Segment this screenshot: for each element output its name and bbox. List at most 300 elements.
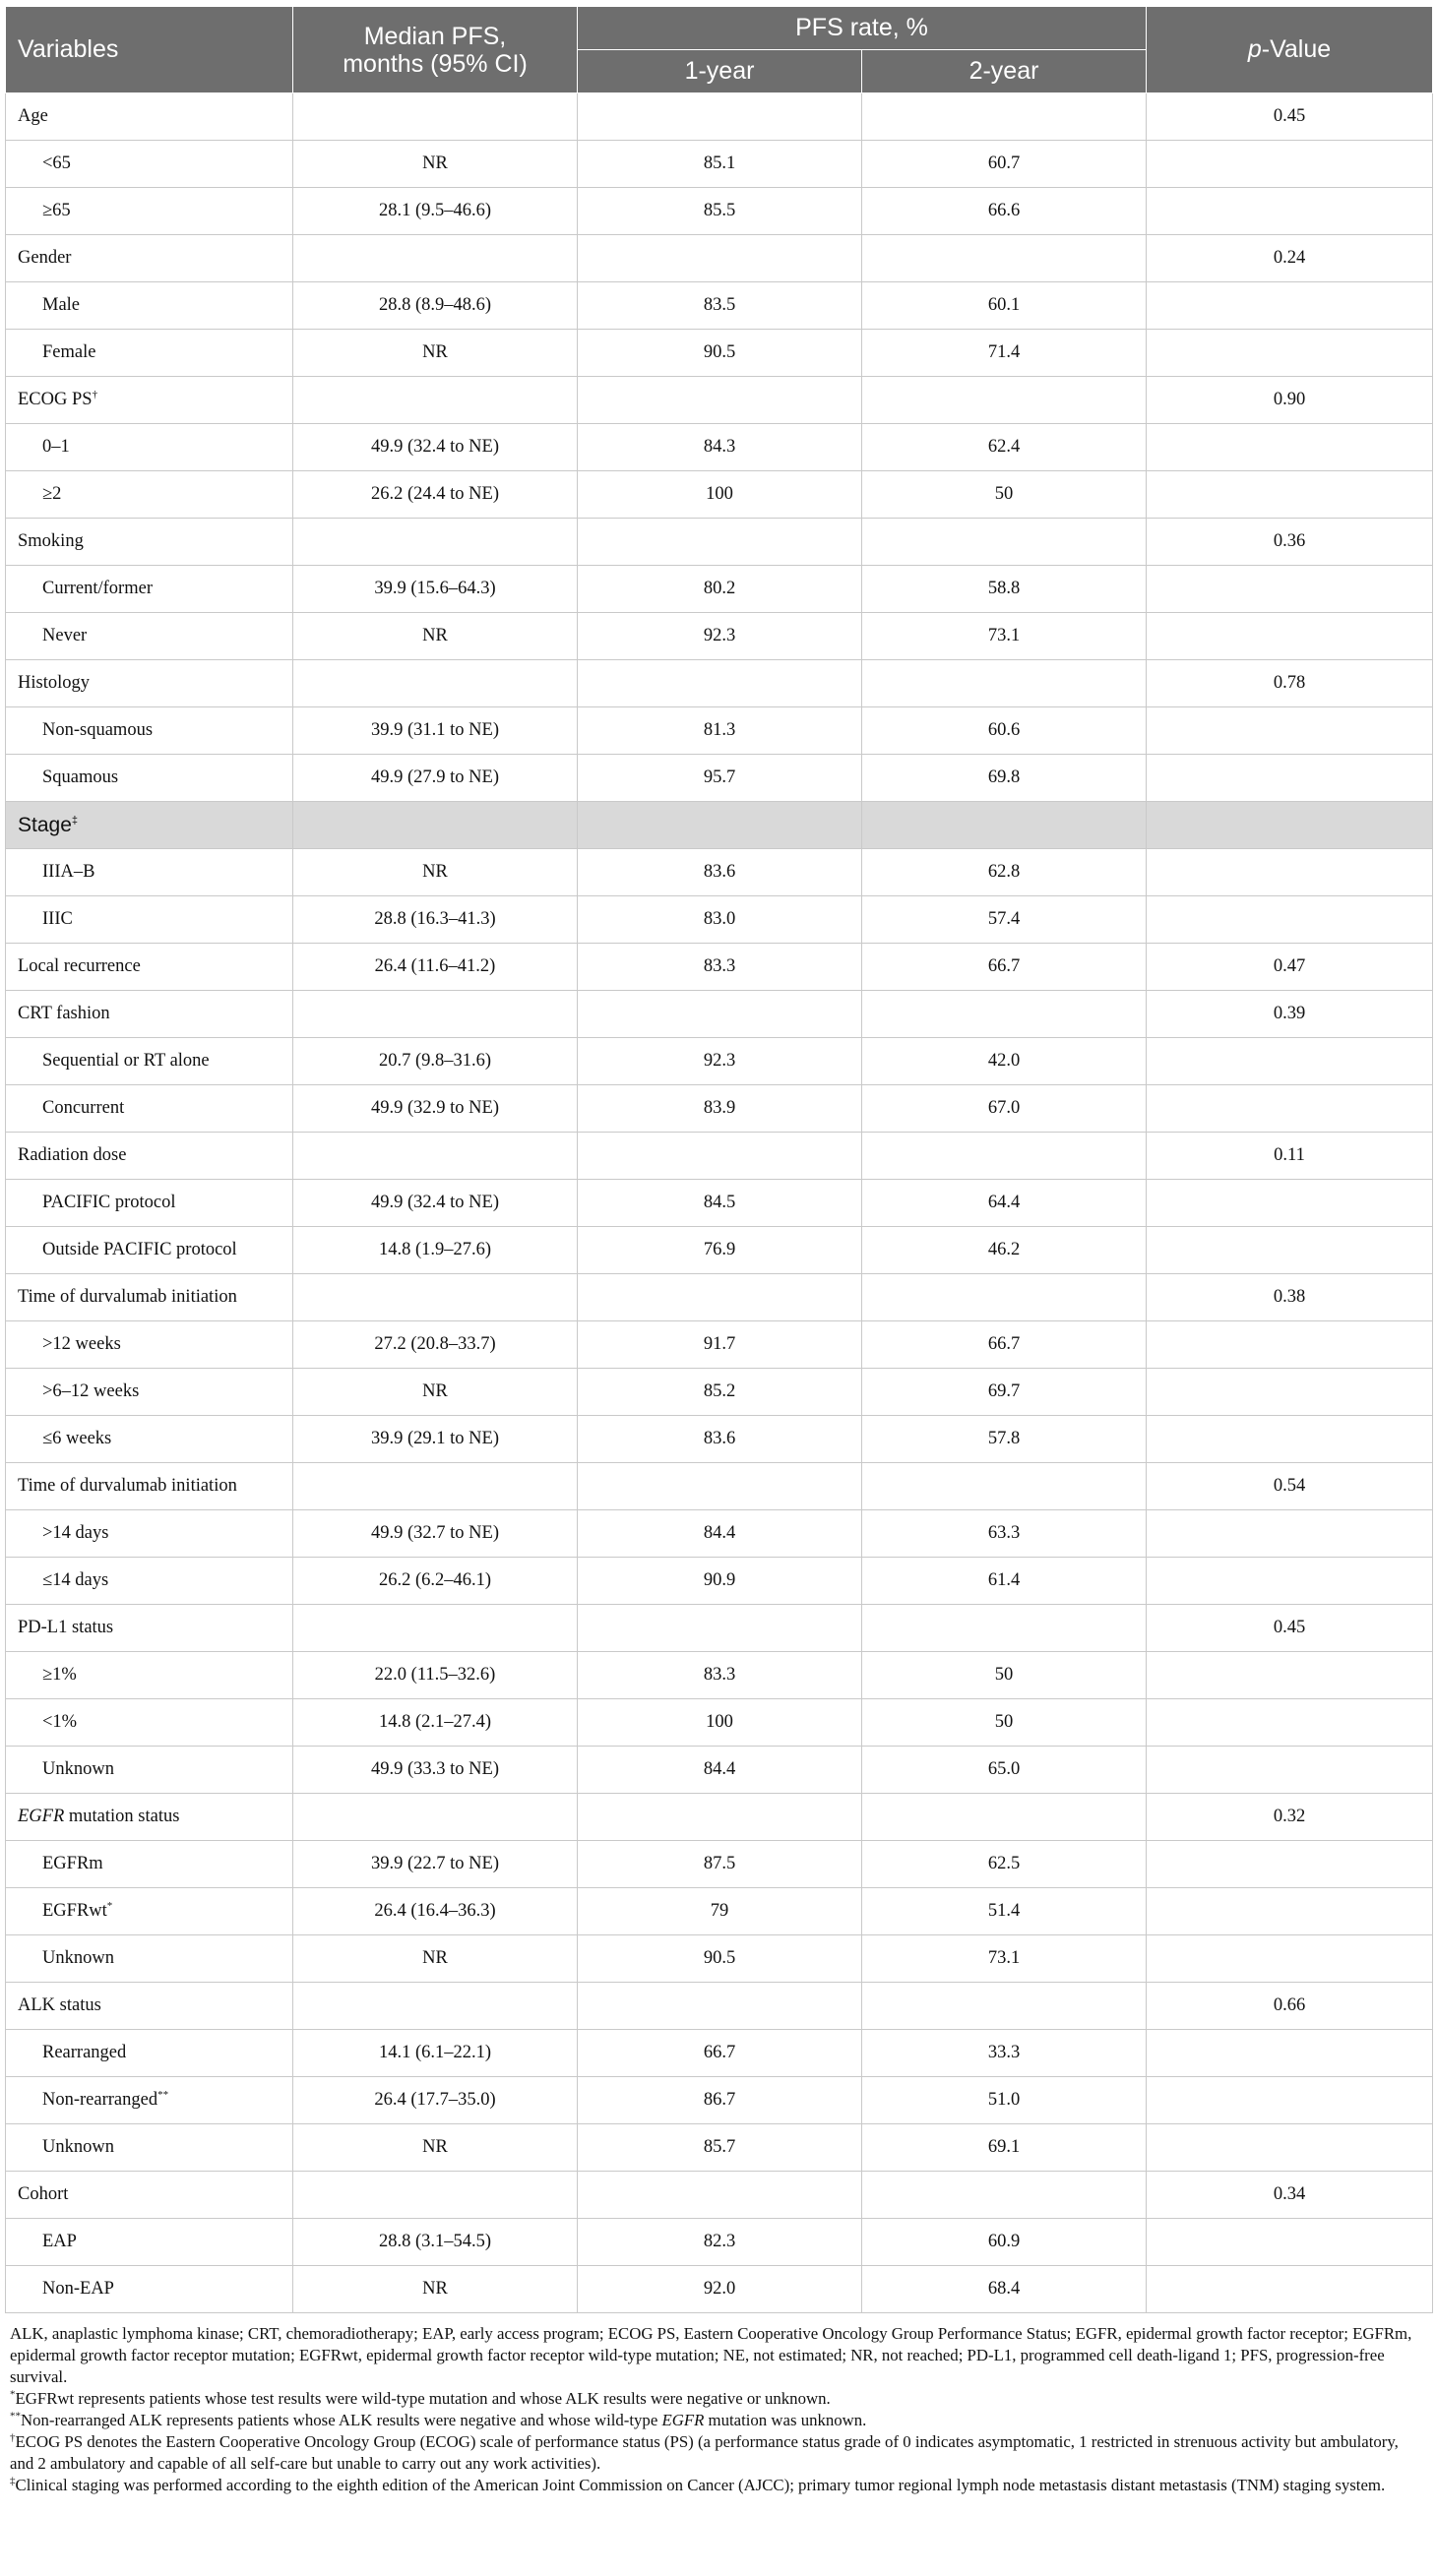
table-row (6, 1747, 1433, 1794)
median-pfs-cell: 27.2 (20.8–33.7) (293, 1321, 578, 1369)
row-label (6, 849, 293, 896)
row-label-text: ≥2 (42, 484, 62, 504)
p-value-cell: 0.39 (1147, 991, 1433, 1038)
row-label-text: >6–12 weeks (42, 1381, 140, 1401)
row-label (6, 93, 293, 141)
pfs-2-year-cell (862, 1463, 1147, 1510)
pfs-table (5, 6, 1433, 2313)
pfs-2-year-cell: 57.4 (862, 896, 1147, 944)
row-label-text: Stage (18, 813, 72, 836)
row-label-text: <1% (42, 1712, 78, 1732)
table-footnotes (5, 2323, 1432, 2496)
p-value-cell: 0.32 (1147, 1794, 1433, 1841)
table-row (6, 282, 1433, 330)
p-value-cell (1147, 1085, 1433, 1133)
pfs-1-year-cell: 92.0 (578, 2266, 862, 2313)
pfs-2-year-cell (862, 1794, 1147, 1841)
table-container (5, 6, 1432, 2496)
median-pfs-cell: 49.9 (27.9 to NE) (293, 755, 578, 802)
median-pfs-cell: NR (293, 1369, 578, 1416)
table-row (6, 1510, 1433, 1558)
table-row (6, 1841, 1433, 1888)
row-label-text: Radiation dose (18, 1145, 127, 1165)
median-pfs-cell: 26.2 (24.4 to NE) (293, 471, 578, 519)
header-pfs-rate: PFS rate, % (578, 7, 1147, 50)
pfs-2-year-cell: 73.1 (862, 1935, 1147, 1983)
median-pfs-cell: 49.9 (32.4 to NE) (293, 424, 578, 471)
median-pfs-cell: 22.0 (11.5–32.6) (293, 1652, 578, 1699)
median-pfs-cell (293, 1274, 578, 1321)
header-p-value (1147, 7, 1433, 93)
row-label (6, 1321, 293, 1369)
row-label-text: 0–1 (42, 437, 70, 457)
row-label (6, 1983, 293, 2030)
table-row (6, 2077, 1433, 2124)
row-label-text: Never (42, 626, 88, 645)
p-value-cell: 0.11 (1147, 1133, 1433, 1180)
pfs-1-year-cell: 92.3 (578, 1038, 862, 1085)
p-value-cell (1147, 1227, 1433, 1274)
median-pfs-cell: 20.7 (9.8–31.6) (293, 1038, 578, 1085)
row-label-text: PD-L1 status (18, 1618, 114, 1637)
table-row (6, 2030, 1433, 2077)
pfs-2-year-cell: 42.0 (862, 1038, 1147, 1085)
row-label (6, 2077, 293, 2124)
p-value-cell: 0.54 (1147, 1463, 1433, 1510)
pfs-1-year-cell: 90.9 (578, 1558, 862, 1605)
table-header (6, 7, 1433, 93)
row-label (6, 282, 293, 330)
pfs-1-year-cell: 92.3 (578, 613, 862, 660)
median-pfs-cell (293, 1463, 578, 1510)
table-row (6, 93, 1433, 141)
median-pfs-cell (293, 1605, 578, 1652)
median-pfs-cell: 14.8 (1.9–27.6) (293, 1227, 578, 1274)
pfs-1-year-cell (578, 660, 862, 707)
pfs-1-year-cell (578, 235, 862, 282)
median-pfs-cell (293, 1133, 578, 1180)
row-label (6, 613, 293, 660)
table-row (6, 1605, 1433, 1652)
row-label (6, 1888, 293, 1935)
row-label (6, 1747, 293, 1794)
pfs-1-year-cell (578, 93, 862, 141)
row-label (6, 1935, 293, 1983)
median-pfs-cell: 26.2 (6.2–46.1) (293, 1558, 578, 1605)
table-row (6, 519, 1433, 566)
pfs-1-year-cell: 83.9 (578, 1085, 862, 1133)
pfs-1-year-cell: 81.3 (578, 707, 862, 755)
median-pfs-cell: 14.1 (6.1–22.1) (293, 2030, 578, 2077)
median-pfs-cell: 49.9 (32.7 to NE) (293, 1510, 578, 1558)
table-row (6, 1888, 1433, 1935)
p-value-cell (1147, 896, 1433, 944)
row-label-text: Unknown (42, 1948, 114, 1968)
row-label (6, 660, 293, 707)
footnote-marker: * (106, 1899, 113, 1912)
p-value-cell (1147, 566, 1433, 613)
row-label-text: Concurrent (42, 1098, 125, 1118)
pfs-2-year-cell: 46.2 (862, 1227, 1147, 1274)
p-value-cell: 0.78 (1147, 660, 1433, 707)
median-pfs-cell: 39.9 (31.1 to NE) (293, 707, 578, 755)
pfs-1-year-cell: 95.7 (578, 755, 862, 802)
row-label-text: Non-EAP (42, 2279, 114, 2299)
footnote-ecog (10, 2431, 1426, 2475)
table-row (6, 1463, 1433, 1510)
footnote-marker: † (92, 388, 98, 400)
row-label (6, 1463, 293, 1510)
row-label-text: ALK status (18, 1995, 101, 2015)
footnote-italic: EGFR (661, 2411, 705, 2429)
pfs-2-year-cell: 58.8 (862, 566, 1147, 613)
row-label-text: Cohort (18, 2184, 69, 2204)
median-pfs-cell: 39.9 (22.7 to NE) (293, 1841, 578, 1888)
pfs-2-year-cell (862, 93, 1147, 141)
pfs-1-year-cell: 85.5 (578, 188, 862, 235)
table-row (6, 1416, 1433, 1463)
p-value-cell (1147, 849, 1433, 896)
row-label-text: Histology (18, 673, 90, 693)
row-label-text: ≤6 weeks (42, 1429, 112, 1448)
pfs-2-year-cell: 33.3 (862, 2030, 1147, 2077)
pfs-2-year-cell: 57.8 (862, 1416, 1147, 1463)
row-label-text: EAP (42, 2232, 77, 2251)
pfs-1-year-cell: 84.4 (578, 1747, 862, 1794)
pfs-2-year-cell (862, 991, 1147, 1038)
table-row (6, 613, 1433, 660)
median-pfs-cell: 28.8 (8.9–48.6) (293, 282, 578, 330)
p-value-cell (1147, 613, 1433, 660)
row-label (6, 802, 293, 849)
table-row (6, 1369, 1433, 1416)
pfs-1-year-cell: 86.7 (578, 2077, 862, 2124)
row-label (6, 1274, 293, 1321)
p-value-cell (1147, 1321, 1433, 1369)
pfs-1-year-cell: 84.5 (578, 1180, 862, 1227)
pfs-1-year-cell: 84.4 (578, 1510, 862, 1558)
table-row (6, 1133, 1433, 1180)
row-label (6, 1699, 293, 1747)
pfs-1-year-cell: 83.6 (578, 1416, 862, 1463)
row-label (6, 519, 293, 566)
pfs-1-year-cell: 83.3 (578, 944, 862, 991)
p-value-cell (1147, 1935, 1433, 1983)
median-pfs-cell: NR (293, 141, 578, 188)
p-value-cell: 0.36 (1147, 519, 1433, 566)
pfs-2-year-cell: 69.7 (862, 1369, 1147, 1416)
pfs-2-year-cell: 60.9 (862, 2219, 1147, 2266)
table-row (6, 1935, 1433, 1983)
p-value-cell (1147, 1038, 1433, 1085)
pfs-2-year-cell: 69.1 (862, 2124, 1147, 2172)
table-row (6, 377, 1433, 424)
row-label (6, 1133, 293, 1180)
p-value-cell (1147, 1652, 1433, 1699)
median-pfs-cell: 26.4 (17.7–35.0) (293, 2077, 578, 2124)
table-row (6, 424, 1433, 471)
row-label (6, 2124, 293, 2172)
pfs-2-year-cell: 50 (862, 1652, 1147, 1699)
pfs-2-year-cell (862, 519, 1147, 566)
pfs-2-year-cell: 61.4 (862, 1558, 1147, 1605)
table-row (6, 2219, 1433, 2266)
p-value-cell (1147, 2030, 1433, 2077)
row-label-text: ≥1% (42, 1665, 77, 1685)
p-value-cell (1147, 2077, 1433, 2124)
row-label-suffix: mutation status (64, 1807, 180, 1826)
row-label-text: Age (18, 106, 48, 126)
pfs-1-year-cell (578, 519, 862, 566)
footnote-mark: * (10, 2388, 16, 2401)
row-label (6, 1180, 293, 1227)
p-value-cell (1147, 1699, 1433, 1747)
row-label (6, 1038, 293, 1085)
footnote-mark: ** (10, 2410, 21, 2423)
table-section-row (6, 802, 1433, 849)
table-row (6, 330, 1433, 377)
pfs-2-year-cell: 51.0 (862, 2077, 1147, 2124)
row-label (6, 2219, 293, 2266)
header-p-italic: p (1247, 35, 1262, 63)
median-pfs-cell: 26.4 (11.6–41.2) (293, 944, 578, 991)
row-label-text: IIIC (42, 909, 73, 929)
median-pfs-cell (293, 235, 578, 282)
pfs-1-year-cell (578, 1133, 862, 1180)
row-label (6, 188, 293, 235)
p-value-cell: 0.24 (1147, 235, 1433, 282)
row-label-text: Smoking (18, 531, 84, 551)
row-label (6, 944, 293, 991)
table-row (6, 944, 1433, 991)
table-row (6, 1558, 1433, 1605)
table-row (6, 1180, 1433, 1227)
median-pfs-cell (293, 802, 578, 849)
table-row (6, 991, 1433, 1038)
pfs-1-year-cell (578, 991, 862, 1038)
pfs-1-year-cell (578, 2172, 862, 2219)
median-pfs-cell: 49.9 (32.9 to NE) (293, 1085, 578, 1133)
pfs-2-year-cell (862, 1983, 1147, 2030)
p-value-cell (1147, 188, 1433, 235)
p-value-cell (1147, 1369, 1433, 1416)
pfs-1-year-cell: 85.7 (578, 2124, 862, 2172)
pfs-1-year-cell: 84.3 (578, 424, 862, 471)
table-row (6, 1274, 1433, 1321)
row-label-text: Current/former (42, 579, 153, 598)
table-row (6, 1794, 1433, 1841)
p-value-cell (1147, 2266, 1433, 2313)
row-label (6, 1085, 293, 1133)
pfs-2-year-cell: 62.8 (862, 849, 1147, 896)
table-row (6, 849, 1433, 896)
header-p-suffix: -Value (1261, 35, 1332, 63)
footnote-mark: ‡ (10, 2475, 16, 2487)
pfs-2-year-cell: 60.6 (862, 707, 1147, 755)
pfs-2-year-cell: 50 (862, 1699, 1147, 1747)
pfs-1-year-cell: 87.5 (578, 1841, 862, 1888)
row-label-text: Non-rearranged (42, 2090, 158, 2110)
table-body (6, 93, 1433, 2313)
pfs-1-year-cell: 83.3 (578, 1652, 862, 1699)
p-value-cell (1147, 2124, 1433, 2172)
pfs-2-year-cell: 63.3 (862, 1510, 1147, 1558)
pfs-2-year-cell (862, 802, 1147, 849)
table-row (6, 1983, 1433, 2030)
row-label-text: EGFRwt (42, 1901, 107, 1921)
row-label (6, 755, 293, 802)
median-pfs-cell: NR (293, 2124, 578, 2172)
pfs-2-year-cell: 66.7 (862, 1321, 1147, 1369)
pfs-2-year-cell: 60.1 (862, 282, 1147, 330)
pfs-2-year-cell (862, 2172, 1147, 2219)
row-label (6, 2266, 293, 2313)
median-pfs-cell: 49.9 (32.4 to NE) (293, 1180, 578, 1227)
row-label-text: Gender (18, 248, 72, 268)
median-pfs-cell: 26.4 (16.4–36.3) (293, 1888, 578, 1935)
row-label-text: EGFR (18, 1807, 65, 1826)
header-2-year: 2-year (862, 50, 1147, 93)
row-label (6, 566, 293, 613)
pfs-2-year-cell: 62.4 (862, 424, 1147, 471)
p-value-cell (1147, 1747, 1433, 1794)
pfs-1-year-cell (578, 1274, 862, 1321)
pfs-1-year-cell: 80.2 (578, 566, 862, 613)
pfs-2-year-cell (862, 377, 1147, 424)
pfs-2-year-cell (862, 235, 1147, 282)
median-pfs-cell: 28.1 (9.5–46.6) (293, 188, 578, 235)
row-label-text: >14 days (42, 1523, 109, 1543)
table-row (6, 1085, 1433, 1133)
pfs-2-year-cell: 51.4 (862, 1888, 1147, 1935)
pfs-1-year-cell: 100 (578, 1699, 862, 1747)
row-label (6, 707, 293, 755)
row-label-text: Time of durvalumab initiation (18, 1476, 237, 1496)
pfs-2-year-cell: 71.4 (862, 330, 1147, 377)
pfs-2-year-cell (862, 1605, 1147, 1652)
footnote-alk (10, 2410, 1426, 2431)
p-value-cell: 0.38 (1147, 1274, 1433, 1321)
footnote-egfrwt (10, 2388, 1426, 2410)
pfs-1-year-cell: 76.9 (578, 1227, 862, 1274)
row-label-text: PACIFIC protocol (42, 1193, 176, 1212)
pfs-1-year-cell: 83.0 (578, 896, 862, 944)
median-pfs-cell (293, 2172, 578, 2219)
table-row (6, 1227, 1433, 1274)
row-label (6, 991, 293, 1038)
pfs-1-year-cell: 85.2 (578, 1369, 862, 1416)
median-pfs-cell (293, 660, 578, 707)
row-label-text: Local recurrence (18, 956, 141, 976)
row-label (6, 330, 293, 377)
row-label-text: IIIA–B (42, 862, 95, 882)
row-label-text: EGFRm (42, 1854, 103, 1873)
median-pfs-cell: 28.8 (3.1–54.5) (293, 2219, 578, 2266)
pfs-1-year-cell (578, 802, 862, 849)
p-value-cell (1147, 755, 1433, 802)
row-label-text: Female (42, 342, 96, 362)
p-value-cell (1147, 1180, 1433, 1227)
table-row (6, 2266, 1433, 2313)
pfs-1-year-cell: 85.1 (578, 141, 862, 188)
row-label (6, 1605, 293, 1652)
pfs-1-year-cell (578, 1983, 862, 2030)
p-value-cell (1147, 1888, 1433, 1935)
header-variables: Variables (6, 7, 293, 93)
row-label (6, 471, 293, 519)
row-label-text: >12 weeks (42, 1334, 121, 1354)
pfs-1-year-cell: 79 (578, 1888, 862, 1935)
footnote-mark: † (10, 2431, 16, 2444)
pfs-2-year-cell: 73.1 (862, 613, 1147, 660)
footnote-text: Non-rearranged ALK represents patients whose ALK results were negative and whose wild-type (21, 2411, 662, 2429)
table-row (6, 1038, 1433, 1085)
row-label-text: ≥65 (42, 201, 71, 220)
p-value-cell: 0.47 (1147, 944, 1433, 991)
row-label (6, 1794, 293, 1841)
p-value-cell (1147, 282, 1433, 330)
p-value-cell (1147, 1416, 1433, 1463)
row-label (6, 1416, 293, 1463)
p-value-cell (1147, 1841, 1433, 1888)
table-row (6, 2124, 1433, 2172)
pfs-1-year-cell (578, 1794, 862, 1841)
row-label-text: Unknown (42, 2137, 114, 2157)
pfs-1-year-cell: 82.3 (578, 2219, 862, 2266)
median-pfs-cell: 49.9 (33.3 to NE) (293, 1747, 578, 1794)
table-row (6, 896, 1433, 944)
pfs-1-year-cell (578, 377, 862, 424)
footnote-text: Clinical staging was performed according to the eighth edition of the American Joint Commission on Cancer (AJCC); primary tumor regional lymph node metastasis distant metastasis (TNM) staging system. (15, 2476, 1386, 2494)
row-label (6, 1510, 293, 1558)
footnote-abbreviations: ALK, anaplastic lymphoma kinase; CRT, chemoradiotherapy; EAP, early access program; ECOG PS, Eastern Cooperative Oncology Group Performance Status; EGFR, epidermal growth factor receptor; EGFRm, epidermal growth factor receptor mutation; EGFRwt, epidermal growth factor receptor wild-type mutation; NE, not estimated; NR, not reached; PD-L1, programmed cell death-ligand 1; PFS, progression-free survival. (10, 2324, 1412, 2386)
p-value-cell: 0.90 (1147, 377, 1433, 424)
pfs-1-year-cell: 100 (578, 471, 862, 519)
pfs-2-year-cell: 50 (862, 471, 1147, 519)
median-pfs-cell (293, 1983, 578, 2030)
row-label-text: CRT fashion (18, 1004, 110, 1023)
row-label (6, 2172, 293, 2219)
pfs-1-year-cell: 83.6 (578, 849, 862, 896)
pfs-2-year-cell: 66.6 (862, 188, 1147, 235)
table-row (6, 707, 1433, 755)
row-label (6, 1369, 293, 1416)
pfs-1-year-cell: 83.5 (578, 282, 862, 330)
row-label (6, 235, 293, 282)
table-row (6, 1321, 1433, 1369)
pfs-1-year-cell: 90.5 (578, 1935, 862, 1983)
row-label (6, 2030, 293, 2077)
footnote-text: mutation was unknown. (704, 2411, 867, 2429)
pfs-2-year-cell (862, 1274, 1147, 1321)
row-label (6, 424, 293, 471)
row-label-text: <65 (42, 153, 71, 173)
table-row (6, 235, 1433, 282)
table-row (6, 2172, 1433, 2219)
pfs-2-year-cell (862, 1133, 1147, 1180)
median-pfs-cell (293, 1794, 578, 1841)
pfs-1-year-cell: 91.7 (578, 1321, 862, 1369)
pfs-2-year-cell: 66.7 (862, 944, 1147, 991)
row-label-text: ≤14 days (42, 1570, 109, 1590)
table-row (6, 141, 1433, 188)
median-pfs-cell (293, 991, 578, 1038)
table-row (6, 1652, 1433, 1699)
median-pfs-cell: 28.8 (16.3–41.3) (293, 896, 578, 944)
pfs-2-year-cell: 67.0 (862, 1085, 1147, 1133)
table-row (6, 1699, 1433, 1747)
footnote-marker: ‡ (71, 814, 79, 827)
